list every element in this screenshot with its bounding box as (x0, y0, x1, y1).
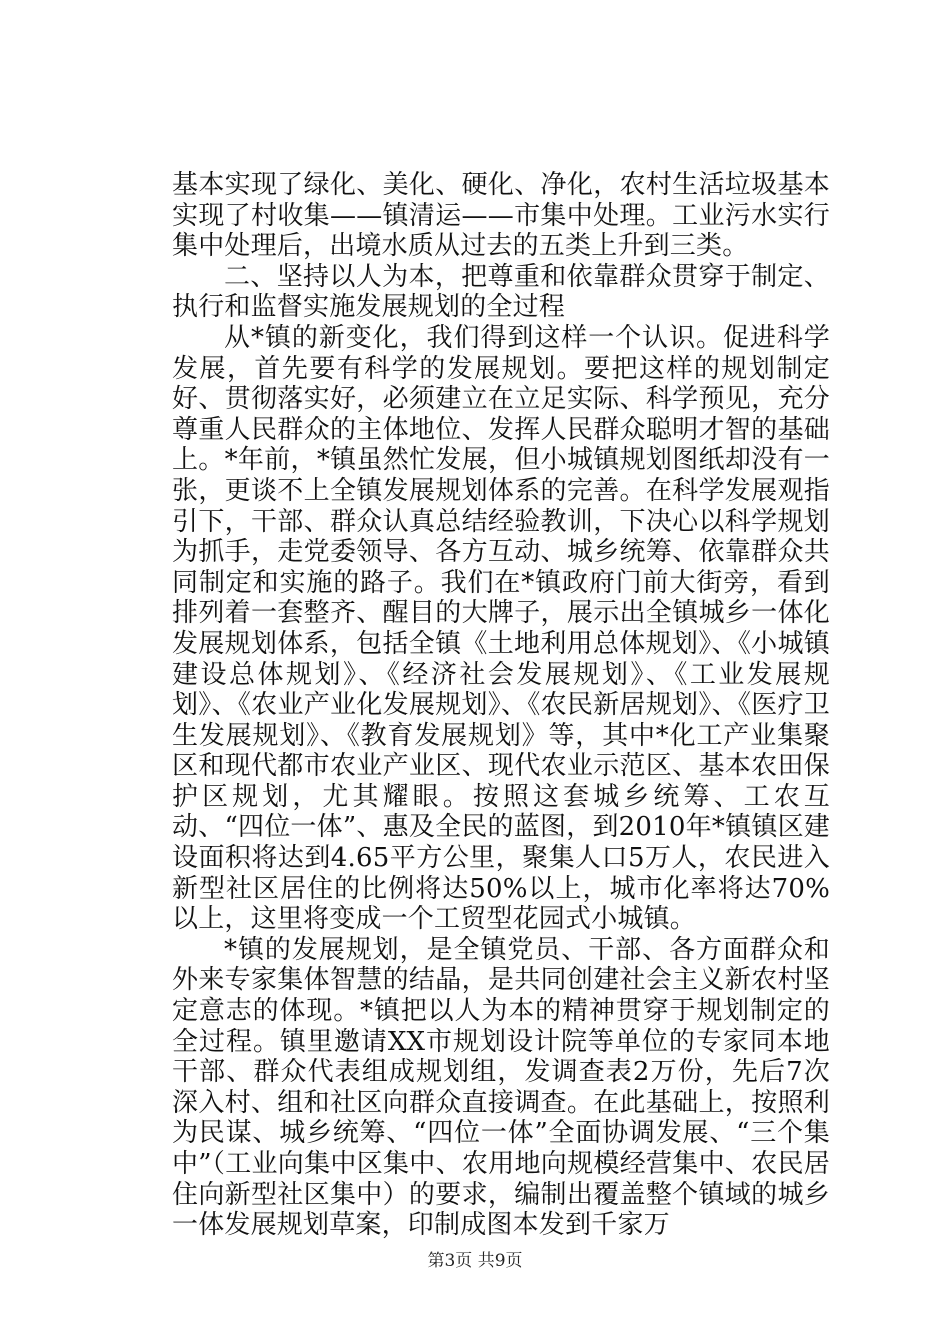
document-body (172, 170, 830, 1241)
paragraph-body: *镇的发展规划，是全镇党员、干部、各方面群众和外来专家集体智慧的结晶，是共同创建社会主义新农村坚定意志的体现。*镇把以人为本的精神贯穿于规划制定的全过程。镇里邀请XX市规划设计院等单位的专家同本地干部、群众代表组成规划组，发调查表2万份，先后7次深入村、组和社区向群众直接调查。在此基础上，按照利为民谋、城乡统筹、“四位一体”全面协调发展、“三个集中”（工业向集中区集中、农用地向规模经营集中、农民居住向新型社区集中）的要求，编制出覆盖整个镇域的城乡一体发展规划草案，印制成图本发到千家万 (172, 934, 830, 1241)
paragraph-continuation: 基本实现了绿化、美化、硬化、净化，农村生活垃圾基本实现了村收集——镇清运——市集中处理。工业污水实行集中处理后，出境水质从过去的五类上升到三类。 (172, 170, 830, 262)
paragraph-body: 从*镇的新变化，我们得到这样一个认识。促进科学发展，首先要有科学的发展规划。要把这样的规划制定好、贯彻落实好，必须建立在立足实际、科学预见，充分尊重人民群众的主体地位、发挥人民群众聪明才智的基础上。*年前，*镇虽然忙发展，但小城镇规划图纸却没有一张，更谈不上全镇发展规划体系的完善。在科学发展观指引下，干部、群众认真总结经验教训，下决心以科学规划为抓手，走党委领导、各方互动、城乡统筹、依靠群众共同制定和实施的路子。我们在*镇政府门前大街旁，看到排列着一套整齐、醒目的大牌子，展示出全镇城乡一体化发展规划体系，包括全镇《土地利用总体规划》、《小城镇建设总体规划》、《经济社会发展规划》、《工业发展规划》、《农业产业化发展规划》、《农民新居规划》、《医疗卫生发展规划》、《教育发展规划》等，其中*化工产业集聚区和现代都市农业产业区、现代农业示范区、基本农田保护区规划，尤其耀眼。按照这套城乡统筹、工农互动、“四位一体”、惠及全民的蓝图，到2010年*镇镇区建设面积将达到4.65平方公里，聚集人口5万人，农民进入新型社区居住的比例将达50%以上，城市化率将达70%以上，这里将变成一个工贸型花园式小城镇。 (172, 322, 830, 935)
section-heading: 二、坚持以人为本，把尊重和依靠群众贯穿于制定、执行和监督实施发展规划的全过程 (172, 261, 830, 323)
page-footer: 第3页 共9页 (427, 1251, 523, 1271)
